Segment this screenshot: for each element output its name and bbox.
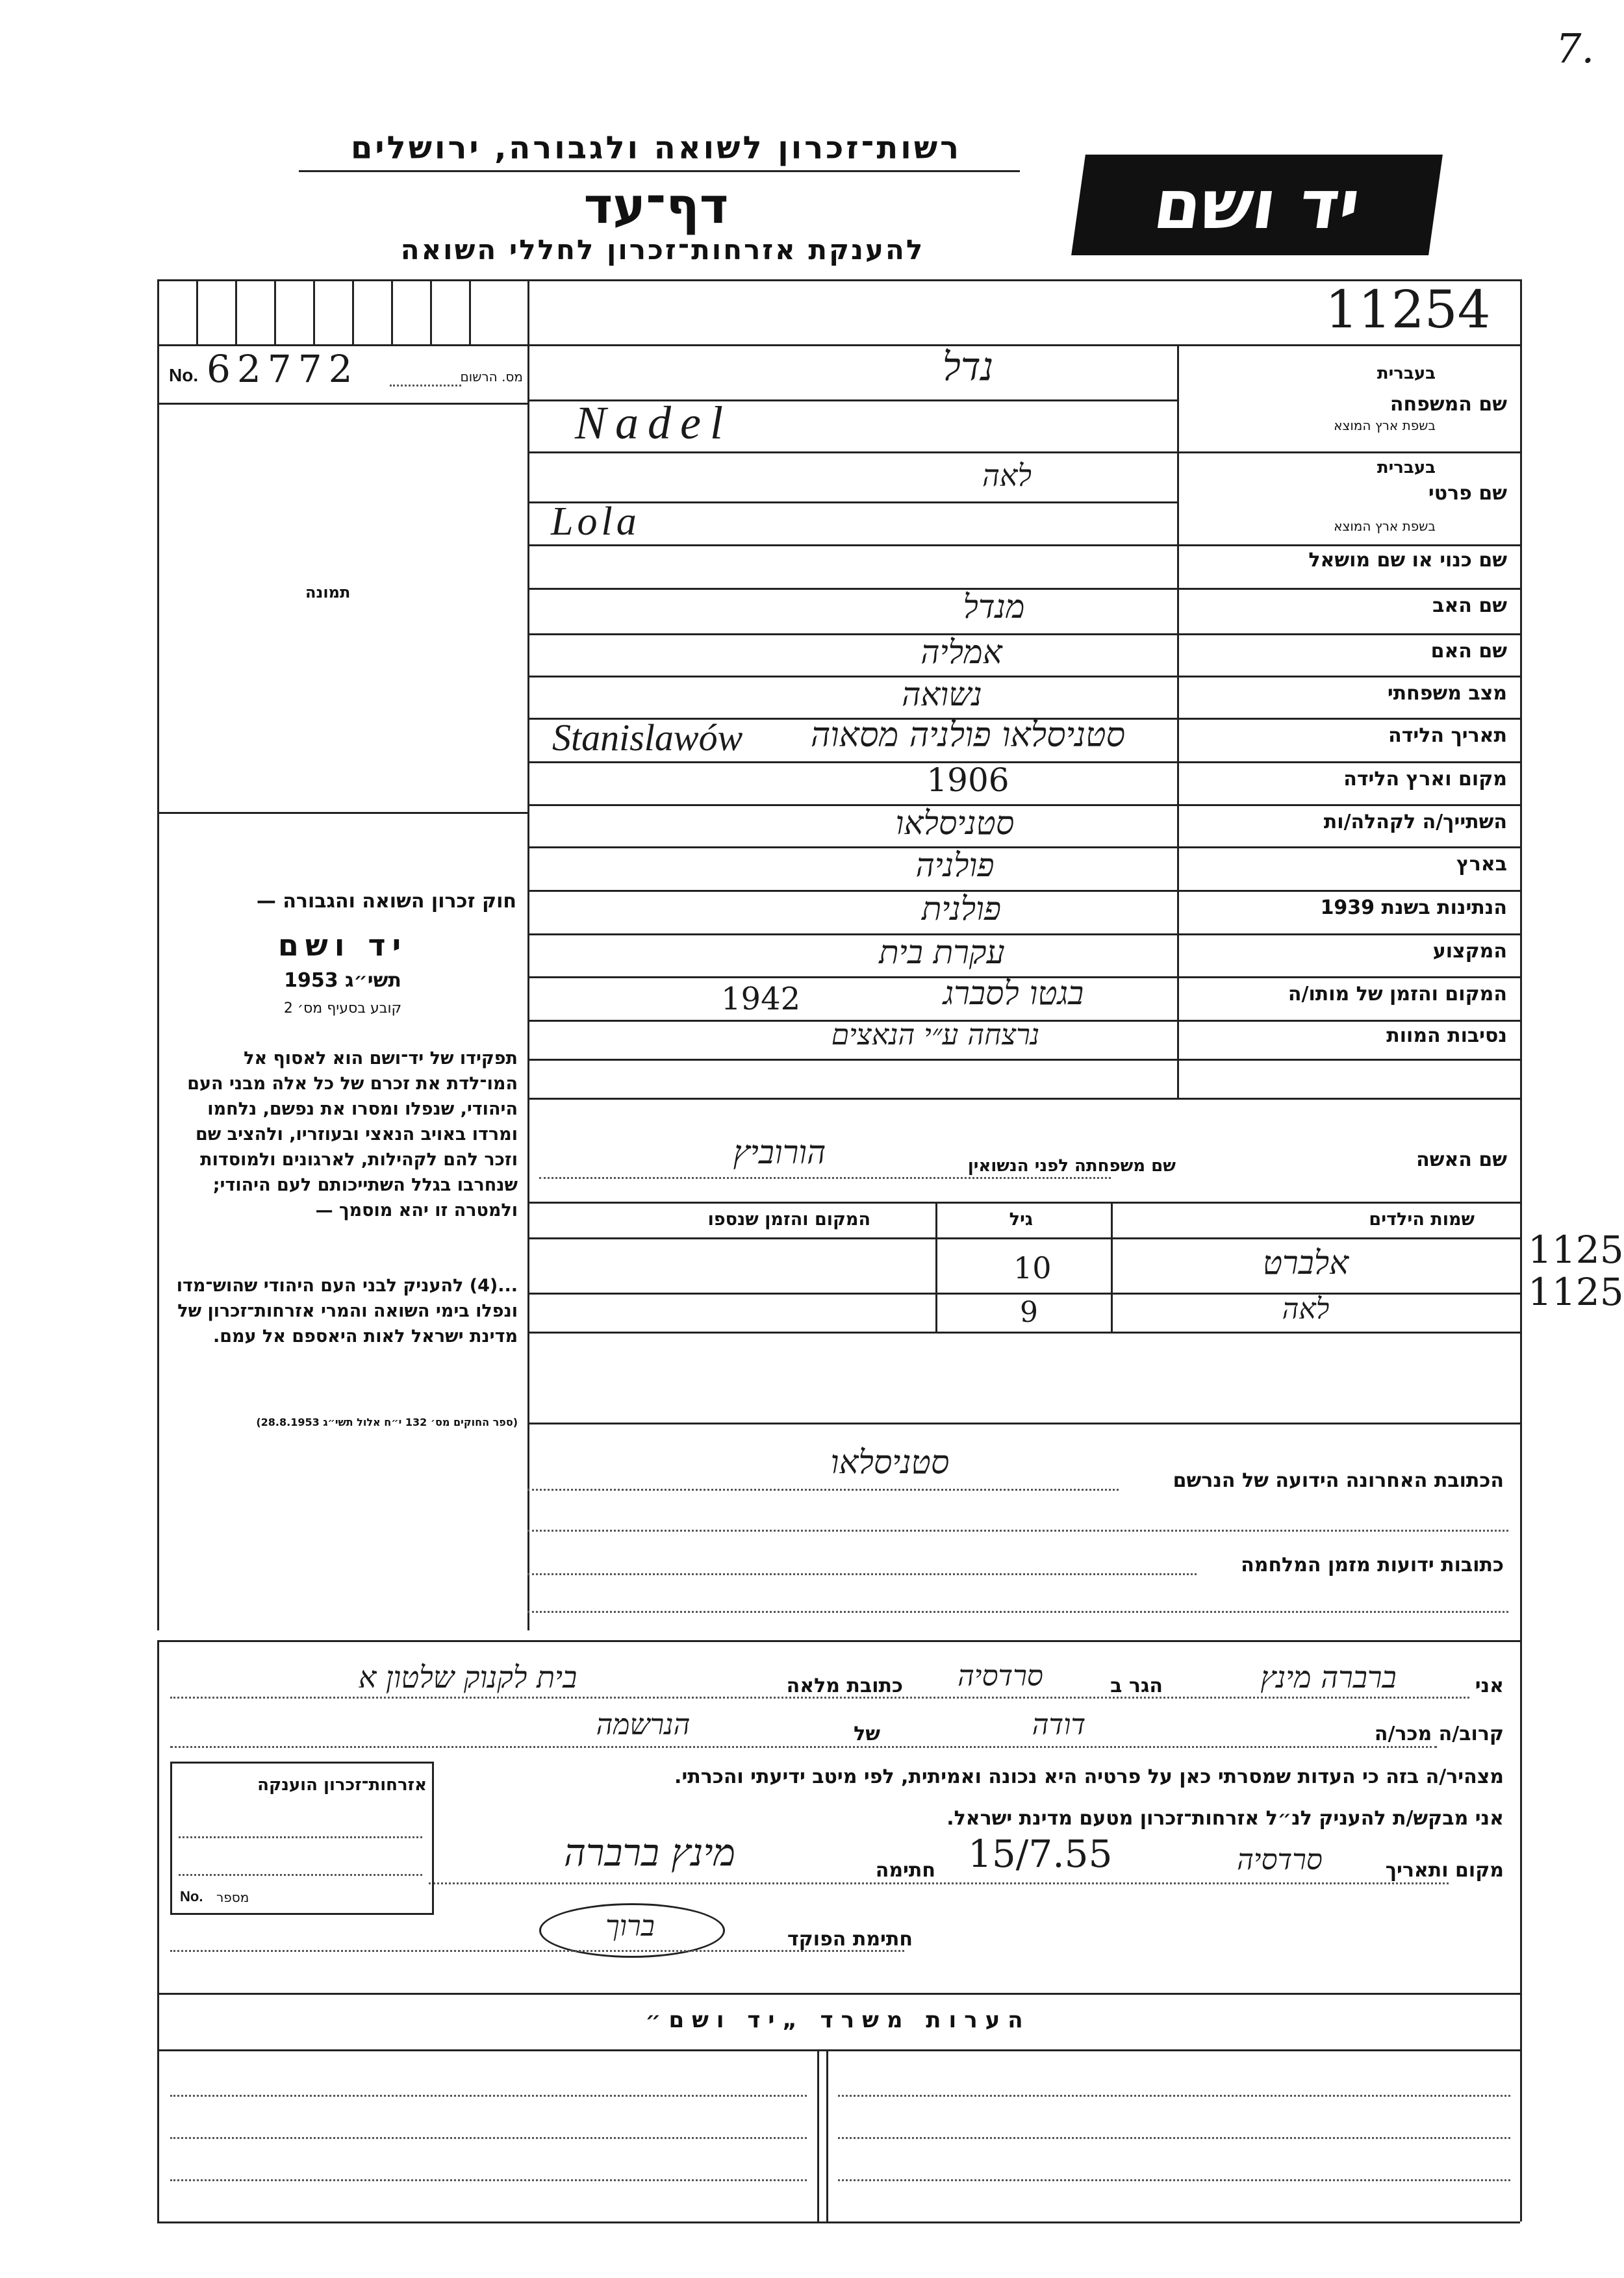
notes-dots	[170, 2095, 807, 2097]
first-name-hebrew-value: לאה	[982, 458, 1032, 493]
war-address-dots	[527, 1611, 1508, 1613]
margin-number-2: 1125	[1528, 1270, 1624, 1314]
last-address-label: הכתובת האחרונה הידועה של הנרשם	[1173, 1469, 1504, 1492]
wife-maiden-value: הורוביץ	[733, 1133, 826, 1171]
first-name-label: שם פרטי	[1428, 482, 1507, 505]
grant-box-title: אזרחות־זכרון הוענקה	[257, 1775, 427, 1795]
registration-no-prefix: No.	[169, 365, 199, 385]
father-label: שם האב	[1432, 594, 1507, 617]
signature-label: חתימה	[875, 1859, 935, 1882]
declarant-i-label: אני	[1475, 1675, 1504, 1697]
marital-status-label: מצב משפחתי	[1387, 682, 1507, 705]
organization-name: רשות־זכרון לשואה ולגבורה, ירושלים	[350, 130, 962, 166]
last-address-value: סטניסלאו	[830, 1443, 950, 1481]
law-paragraph-1: תפקידו של יד־ושם הוא לאסוף אל המו־לדת את זכרם של כל אלה מבני העם היהודי, שנפלו ומסרו את נפשם, נלחמו ומרדו באויב הנאצי ובעוזריו, ולהציב שם וזכר להם לקהילות, לארגונים ולמוסדות שנחרבו בגלל השתייכותם לעם היהודי; ולמטרה זו יהא מוסמך —	[187, 1048, 518, 1221]
father-value: מנדל	[963, 588, 1025, 626]
request-text: אני מבקש/ת להעניק לנ״ל אזרחות־זכרון מטעם מדינת ישראל.	[946, 1807, 1504, 1830]
children-col-2	[1111, 1202, 1113, 1332]
surname-origin-value: Nadel	[575, 397, 732, 449]
death-circumstances-value: נרצחה ע״י הנאצים	[831, 1019, 1040, 1052]
surname-hebrew-value: נדל	[942, 344, 994, 390]
photo-label: תמונה	[305, 583, 351, 601]
margin-number-1: 1125	[1528, 1228, 1624, 1272]
notes-bottom	[157, 2221, 1520, 2223]
office-notes-title: הערות משרד „יד ושם״	[645, 2007, 1031, 2033]
law-year: תשי״ג 1953	[284, 969, 401, 992]
registration-label: מס. הרשום	[460, 369, 523, 385]
wife-bottom	[527, 1202, 1520, 1204]
death-year-value: 1942	[721, 981, 801, 1017]
row-line	[527, 544, 1520, 546]
first-name-origin-tag: בשפת ארץ המוצא	[1334, 518, 1436, 534]
yad-vashem-logo	[1071, 155, 1443, 255]
surname-hebrew-tag: בעברית	[1377, 364, 1436, 383]
children-table-bottom	[527, 1332, 1520, 1334]
birth-place-hebrew: סטניסלאו פולניה מסאוה	[810, 716, 1126, 755]
form-left-border	[157, 279, 159, 1630]
children-names-header: שמות הילדים	[1369, 1209, 1475, 1230]
place-date-dots	[429, 1882, 1449, 1884]
country-value: פולניה	[915, 846, 995, 884]
declarant-name: ברברה מינץ	[1260, 1660, 1397, 1695]
org-underline	[299, 170, 1020, 172]
wife-label: שם האשה	[1416, 1148, 1507, 1171]
full-address-label: כתובת מלאה	[786, 1675, 903, 1697]
record-number: 11254	[1325, 279, 1491, 340]
surname-label: שם המשפחה	[1389, 393, 1507, 416]
first-name-origin-value: Lola	[551, 500, 641, 544]
community-value: סטניסלאו	[895, 804, 1015, 842]
form-title: דף־עד	[583, 177, 729, 234]
notes-dots	[170, 2137, 807, 2139]
mother-label: שם האם	[1430, 640, 1507, 663]
country-label: בארץ	[1456, 853, 1507, 876]
notes-divider	[817, 2049, 819, 2221]
law-name: יד ושם	[277, 928, 408, 963]
children-age-header: גיל	[1009, 1209, 1033, 1230]
grant-box	[170, 1762, 434, 1915]
declaration-text: מצהיר/ה בזה כי העדות שמסרתי כאן על פרטיה היא נכונה ואמיתית, לפי מיטב ידיעתי והכרתי.	[674, 1765, 1504, 1788]
nationality-label: הנתינות בשנת 1939	[1320, 896, 1507, 919]
profession-label: המקצוע	[1432, 940, 1507, 963]
row-line	[527, 451, 1520, 453]
community-label: השתייך/ה לקהלה/ות	[1323, 811, 1507, 833]
birth-place-latin: Stanislawów	[552, 716, 743, 759]
alias-label: שם כנוי או שם מושאל	[1308, 549, 1507, 572]
relation-dots	[170, 1746, 1437, 1748]
row-line-top	[157, 344, 1520, 346]
row-line	[527, 1098, 1520, 1100]
notes-top	[157, 1993, 1520, 1995]
law-clause: קובע בסעיף מס׳ 2	[283, 1000, 402, 1017]
address-top	[527, 1423, 1520, 1424]
birth-date-label: תאריך הלידה	[1388, 724, 1507, 747]
declarant-city: סרדסיה	[958, 1660, 1043, 1693]
notes-divider-2	[826, 2049, 828, 2221]
children-header-bottom	[527, 1237, 1520, 1239]
grant-box-number-label: מספר	[216, 1890, 249, 1905]
notes-header-bottom	[157, 2049, 1520, 2051]
law-paragraph-2: ...(4) להעניק לבני העם היהודי שהוש־מדו ונפלו בימי השואה והמרי אזרחות־זכרון של מדינת ישראל לאות היאספם אל עמם.	[176, 1276, 518, 1347]
relation-label: קרוב/ה מכר/ה	[1374, 1723, 1504, 1745]
wife-dots	[539, 1177, 1111, 1179]
form-subtitle: להענקת אזרחות־זכרון לחללי השואה	[400, 234, 925, 266]
declarant-full-address: בית לקנוק שלטון א	[358, 1660, 577, 1695]
grant-box-dots	[179, 1836, 422, 1838]
officer-signature: ברוך	[605, 1910, 655, 1943]
surname-origin-tag: בשפת ארץ המוצא	[1334, 418, 1436, 433]
war-addresses-label: כתובות ידועות מזמן המלחמה	[1241, 1554, 1504, 1576]
date-value: 15/7.55	[968, 1832, 1113, 1876]
birthplace-label: מקום וארץ הלידה	[1343, 768, 1507, 791]
logo-text: יד ושם	[1149, 165, 1365, 244]
notes-dots	[838, 2137, 1510, 2139]
child-2-age: 9	[1020, 1296, 1038, 1329]
declarant-top	[157, 1640, 1520, 1642]
address-dots	[527, 1489, 1119, 1491]
children-col-1	[935, 1202, 937, 1332]
officer-dots	[170, 1950, 904, 1952]
notes-dots	[838, 2179, 1510, 2181]
officer-signature-label: חתימת הפוקד	[787, 1928, 913, 1951]
photo-bottom	[157, 812, 527, 814]
law-source: (ספר החוקים מס׳ 132 י״ח אלול תשי״ג 28.8.1953)	[256, 1416, 518, 1428]
declarant-signature: מינץ ברברה	[564, 1830, 735, 1875]
marital-status-value: נשואה	[902, 676, 982, 713]
address-dots	[527, 1530, 1508, 1532]
declarant-left-border	[157, 1640, 159, 2221]
war-address-dots	[527, 1573, 1197, 1575]
residing-label: הגר ב	[1110, 1675, 1163, 1697]
death-place-value: בגטו לסברג	[943, 974, 1084, 1012]
declarant-line-dots	[170, 1697, 1469, 1699]
page-number: 7.	[1556, 25, 1595, 72]
of-value: הנרשמה	[596, 1708, 691, 1741]
child-2-name: לאה	[1282, 1293, 1330, 1326]
notes-dots	[838, 2095, 1510, 2097]
grant-box-no: No.	[180, 1888, 203, 1905]
registration-number: 62772	[207, 347, 359, 391]
law-title: חוק זכרון השואה והגבורה —	[256, 890, 516, 913]
registration-row	[169, 347, 523, 396]
registration-bottom	[157, 403, 527, 405]
place-value: סרדסיה	[1237, 1843, 1323, 1877]
death-place-time-label: המקום והזמן של מותו/ה	[1288, 983, 1507, 1006]
birthplace-value: 1906	[926, 761, 1009, 799]
nationality-value: פולנית	[921, 890, 1002, 928]
grant-box-dots	[179, 1874, 422, 1876]
relation-value: דודה	[1032, 1708, 1086, 1741]
column-divider	[527, 279, 529, 1630]
child-1-name: אלברט	[1262, 1244, 1349, 1282]
notes-dots	[170, 2179, 807, 2181]
label-column-divider	[1177, 344, 1179, 1098]
form-right-border	[1520, 279, 1522, 2221]
row-line	[527, 1059, 1520, 1061]
of-label: של	[854, 1723, 880, 1745]
code-boxes	[157, 279, 527, 344]
profession-value: עקרת בית	[879, 933, 1005, 971]
place-date-label: מקום ותאריך	[1385, 1859, 1504, 1882]
first-name-hebrew-tag: בעברית	[1377, 458, 1436, 477]
wife-maiden-label: שם משפחתה לפני הנשואין	[967, 1156, 1176, 1176]
child-1-age: 10	[1013, 1250, 1052, 1285]
mother-value: אמליה	[920, 633, 1002, 671]
death-circumstances-label: נסיבות המוות	[1386, 1024, 1507, 1047]
children-place-header: המקום והזמן שנספו	[707, 1209, 870, 1230]
